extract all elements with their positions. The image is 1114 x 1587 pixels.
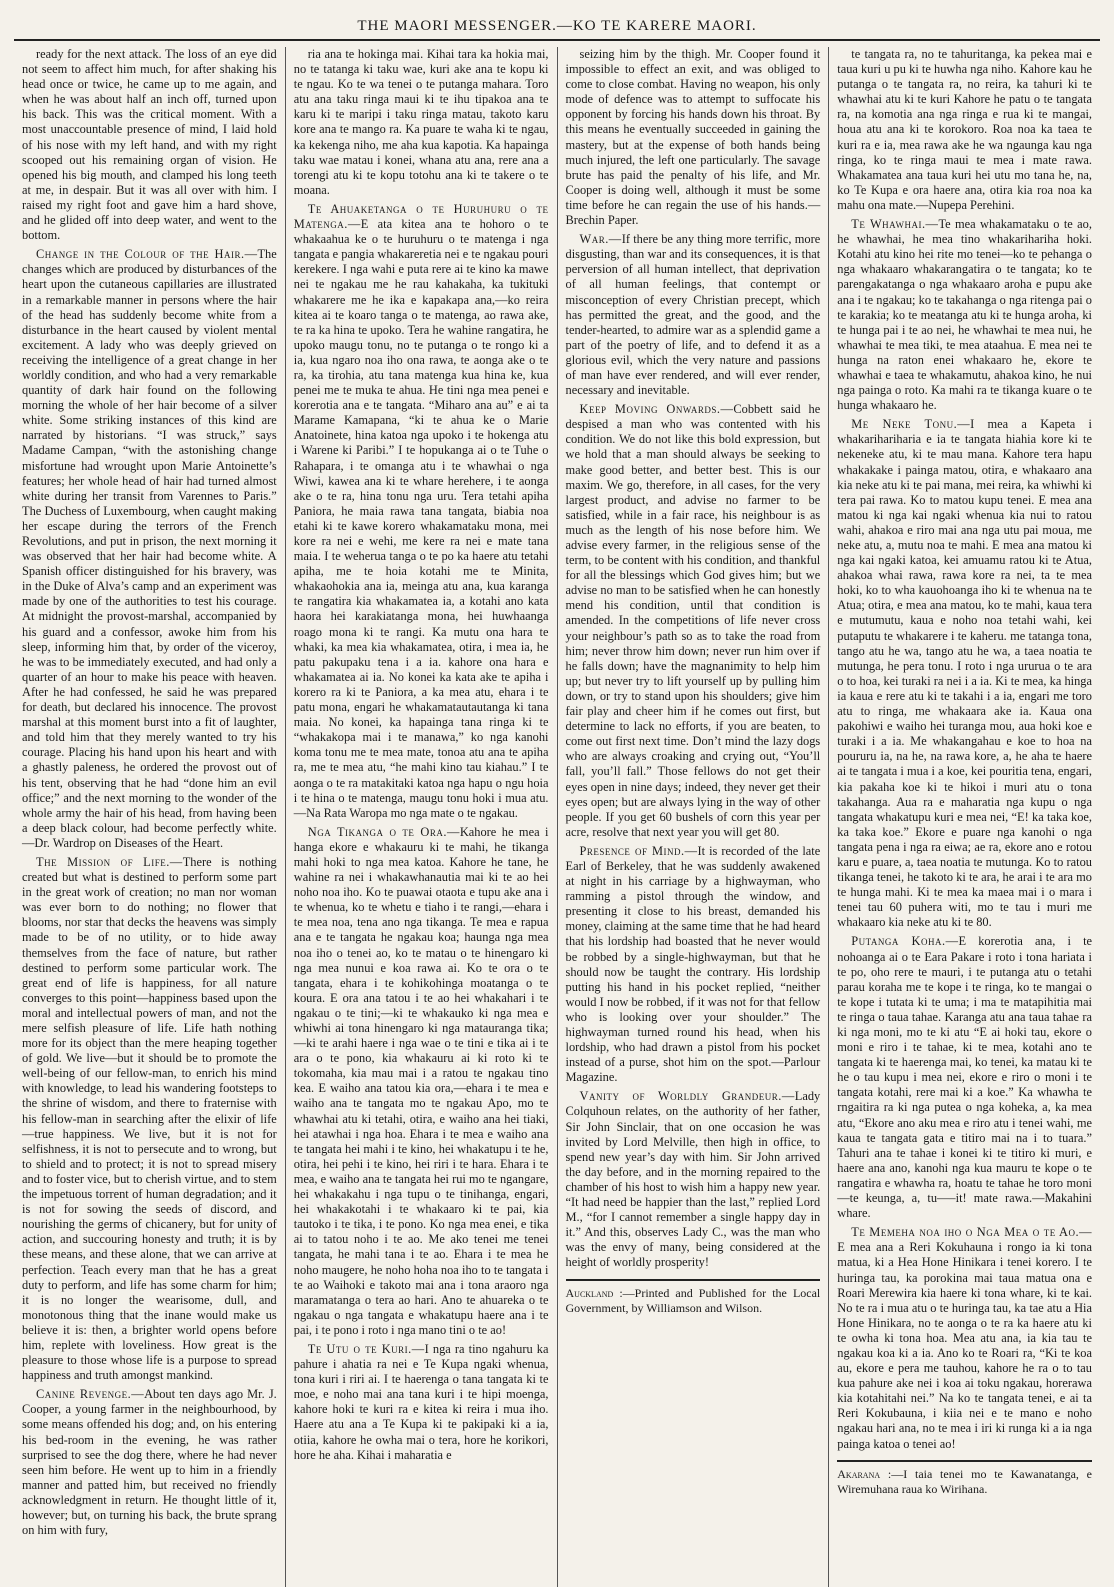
article-text: seizing him by the thigh. Mr. Cooper found it impossible to effect an exit, and was obliged to come to close combat. Having no weapon, his only mode of defence was to attempt to suffocate his opponent by forcing his hands down his throat. By this means he eventually succeeded in gaining the mastery, but at the expense of both hands being much injured, the left one particularly. The savage brute has paid the penalty of his life, and Mr. Cooper is doing well, although it must be some time before he can regain the use of his hands.—Brechin Paper.	[565, 47, 821, 228]
article-text: Kahore he mea i hanga ekore e whakauru ki te mahi, he tikanga mahi hoki to nga mea katoa. Kahore he tane, he wahine ra nei i whakawhanautia mai ki te ao hei noho noa iho. Ko te puawai otaota e tupu ake ana i te whenua, ko te whetu e tiaho i te rangi,—ehara i te mea noa, tena ano nga tikanga. Te mea e rapua ana e te tangata he ngakau koa; haunga nga mea noa iho o tenei ao, ko te matau o te hinengaro ki nga mea nunui e koa rawa ai. Ko te ora o te tangata, ehara i te kohikohinga moatanga o te koura. E ora ana tatou i te ao hei whakahari i te ngakau o te tini;—ki te whakauko ki nga mea e whiwhi ai tona hinengaro ki nga matauranga tika;—ki te arahi haere i nga wae o te tini e tika ai i te ara o te pono, kia whakauru ai ki roto ki te tokomaha, kia mau mai i a ratou te ngakau tino kea. E waiho ana tatou kia ora,—ehara i te mea e waiho ana te tangata mo te ngakau Apo, mo te whawhai atu ki tetahi, otira, e waiho ana hei tiaki, hei atawhai i nga hoa. Ehara i te mea e waiho ana te tangata hei mahi i te kino, hei whakatupu i te he, otira, hei pehi i te kino, hei riri i te hara. Ehara i te mea, e waiho ana te tangata hei rui mo te ngangare, hei whakakahu i nga tupu o te tinihanga, engari, hei whakakotahi i te whakaaro ki te pai, kia tautoko i te tika, i te pono. Ko nga mea enei, e tika ai to tatou noho i te ao. Me ako tenei me tenei tangata, he mahi tana i te ao. Ehara i te mea he noho maugere, he noho hoha noa iho to te tangata i te ao Waihoki e takoto mai ana i tona araoro nga maramatanga o tera ao hari. Ano te ahuareka o te ngakau o nga tangata e whakatupu haere ana i te pai, i te pono i roto i nga mano tini o te ao!	[293, 824, 549, 1337]
footer-text: —Printed and Published for the Local Government, by Williamson and Wilson.	[565, 1285, 821, 1315]
article-heading: Te Memeha noa iho o Nga Mea o te Ao.—	[851, 1225, 1092, 1240]
article-heading: Vanity of Worldly Grandeur.—	[579, 1089, 795, 1104]
article-text: There is nothing created but what is destined to perform some part in the great work of creation; no man nor woman was ever born to do nothing; no flower that blooms, nor star that decks the heavens was simply made to be of no utility, or to hide away themselves from the face of nature, but rather destined to perform some particular work. The great end of life is happiness, for all nature converges to this point—happiness based upon the moral and intellectual powers of man, and not the mere selfish pleasure of life. Life hath nothing more for its object than the mere heaping together of gold. We live—but it should be to promote the well-being of our fellow-man, to enrich his mind with knowledge, to lead his wandering footsteps to the shrine of wisdom, and there to fraternise with his fellow-man in searching after the elixir of life—true happiness. We live, but it is not for selfishness, it is not to persecute and to wrong, but to shield and to protect; it is not to spread misery and to foster vice, but to cherish virtue, and to stem the impetuous torrent of human degradation; and it is not for sowing the seeds of discord, and nourishing the germs of chicanery, but for unity of action, and succouring honesty and truth; it is by these means, and these alone, that we can arrive at perfection. Teach every man that he has a great duty to perform, and life has some charm for him; it is no longer the wearisome, dull, and monotonous thing that the inane would make us believe it is: then, a brighter world opens before him, replete with loveliness. How great is the pleasure to those whose life is a purpose to spread happiness and truth amongst mankind.	[22, 854, 277, 1383]
article-heading: Presence of Mind.—	[579, 843, 698, 858]
article-text: te tangata ra, no te tahuritanga, ka pekea mai e taua kuri u pu ki te huwha nga niho. Kahore kau he putanga o te tangata ra, no reira, ka tahuri ki te whawhai atu ki te kuri Kahore he patu o te tangata ra, na komotia ana nga ringa e rua ki te mangai, houa atu ana ki te korokoro. Roa noa ka taea te kuri ra e ia, mea rawa ake he wa ngaunga kau nga ringa, ko te ringa maui te mea i mate rawa. Whakamatea ana taua kuri hei utu mo tana he, na, ko Te Kupa e ora haere ana, otira kia roa noa ka mahu ona mate.—Nupepa Perehini.	[837, 47, 1092, 212]
article-paragraph	[566, 1089, 821, 1270]
article-heading: Canine Revenge.—	[36, 1387, 145, 1402]
article-paragraph	[294, 47, 549, 198]
article-paragraph	[294, 825, 549, 1338]
article-text: I mea a Kapeta i whakarihariharia e ia te tangata hiahia kore ki te nekeneke atu, ki te mau mana. Kahore tera hapu whakakake i painga matou, otira, e whakaaro ana kia neke atu ki te pai mana, mei reira, ka whiwhi ki tera pai rawa. Ko to matou kupu tenei. E mea ana matou ki nga kai ngaki whenua kia nui to ratou wahi, ahakoa e riro mai ana nga utu pai moua, me neke atu, a, mutu noa te mahi. E mea ana matou ki nga kai ngaki katoa, kei amuamu ratou ki te Atua, ahakoa whai rawa, rawa kore ra nei, ta te mea hoki, ko to wha kauohoanga iho ki te whenua na te Atua; otira, e mea ana matou, ko te mahi, kaua tera e mutumutu, kaua e noho noa tetahi wahi, kei putaputu te whakarere i te kaheru. me tatanga tona, tango atu he wa, tango atu he wa, a taea noatia te mutunga, he pera tonu. I roto i nga ururua o te ara o to hoa, kei turaki ra nei i a ia. Ki te mea, ka hinga ia kaua e rere atu ki te takahi i a ia, engari me toro atu to ringa, me whakaara ake ia. Kaua ona pakohiwi e waiho hei turanga mou, aua hoki koe e turaki i a ia. Me whakangahau e koe to hoa na poururu ia, na he, na rawa kore, a, he aha te haere ai te tangata i mua i a koe, kei pouritia tena, engari, kia pakaha koe ki te hikoi i muri atu o tona takahanga. Aua ra e maharatia nga kupu o nga tangata whakatupu kuri e mea nei, “E! ka taka koe, ka taka koe.” Ekore e puare nga kanohi o nga tangata pena i nga ra eiwa; ae ra, ekore ano e rotou karu e puare, a, taea noatia te mutunga. Ko to ratou tikanga tenei, he takoto ki te ara, he arai i te ara mo te hunga mahi. Ki te mea ka maea mai i o mara i tenei tau 60 puhera witi, mo te tau i muri me whakaaro kia neke atu ki te 80.	[837, 417, 1092, 930]
article-heading: Te Ahuaketanga o te Huruhuru o te Matenga.—	[293, 201, 549, 232]
article-paragraph	[22, 47, 277, 243]
article-heading: Nga Tikanga o te Ora.—	[307, 824, 460, 839]
article-text: Lady Colquhoun relates, on the authority of her father, Sir John Sinclair, that on one occasion he was invited by Lord Melville, then high in office, to spend new year’s day with him. Sir John arrived the day before, and in the morning repaired to the chamber of his host to wish him a happy new year. “It had need be happier than the last,” replied Lord M., “for I cannot remember a single happy day in it.” And this, observes Lady C., was the man who was the envy of many, being considered at the height of worldly prosperity!	[565, 1089, 821, 1270]
article-text: If there be any thing more terrific, more disgusting, than war and its consequences, it is that perversion of all human intellect, that deprivation of all human feelings, that contempt or misconception of every Christian precept, which has permitted the great, and the good, and the tender-hearted, to admire war as a splendid game a part of the poetry of life, and to defend it as a glorious evil, which the very nature and passions of man have ever rendered, and will ever render, necessary and inevitable.	[565, 232, 821, 398]
column-2	[286, 47, 558, 1587]
article-heading: Keep Moving Onwards.—	[579, 402, 734, 417]
column-1	[14, 47, 286, 1587]
article-paragraph	[837, 47, 1092, 213]
article-text: I nga ra tino ngahuru ka pahure i ahatia ra nei e Te Kupa ngaki whenua, tona kuri i riri ai. I te haerenga o tana tangata ki te moe, e noho mai ana tana kuri i te hipi moenga, kahore hoki te kuri ra e kitea ki reira i mua iho. Haere atu ana a Te Kupa ki te pakipaki ki a ia, otiia, kahore he owha mai o tera, hore he korikori, hore he aha. Kihai i maharatia e	[293, 1341, 549, 1462]
article-paragraph	[294, 202, 549, 821]
article-paragraph	[294, 1342, 549, 1463]
footer-label: Auckland :	[565, 1285, 623, 1300]
article-text: Cobbett said he despised a man who was contented with his condition. We do not like this bold expression, but we hold that a man should always be seeking to make good better, and better best. This is our maxim. We go, therefore, in all cases, for the very largest product, and advise no farmer to be satisfied, while in a fair race, his neighbour is as much as the length of his nose before him. We advise every farmer, in the religious sense of the term, to be content with his condition, and thankful for all the blessings which God gives him; but we advise no man to be satisfied when he can honestly mend his condition, until that condition is amended. In the competitions of life never cross your neighbour’s path so as to take the road from him; never throw him down; never run him over if he falls down; have the magnanimity to help him up; but never try to lift yourself up by pulling him down, or try to stand upon his shoulders; give him fair play and cheer him if he comes out first, but determine to lack no efforts, if you are beaten, to come out first next time. Don’t mind the lazy dogs who are always croaking and crying out, “You’ll fall, you’ll fall.” Those fellows do not get their eyes open in nine days; indeed, they never get their eyes open; but are always lying in the way of other people. If you get 60 bushels of corn this year per acre, resolve that next year you will get 80.	[565, 402, 821, 839]
article-heading: Te Whawhai.—	[851, 217, 939, 232]
article-text: E korerotia ana, i te nohoanga ai o te Eara Pakare i roto i tona hariata i te po, oho rere te mauri, i te putanga atu o tetahi parau koraha me te kope i te ringa, ko te mangai o te kope i tutata ki te uma; i ma te matapihitia mai te ringa o taua tahae. Karanga atu ana taua tahae ra ki nga moni, mo te ki atu “E ai hoki tau, ekore o moni e riro i te tahae, ki te mea, kotahi ano te tangata ki te haerenga mai, ko tenei, ka matau ki te he o tau kupu i mea nei, ekore e riro o moni i te tangata kotahi, rere mai ki a koe.” Ka whawha te rngaitira ra ki nga putea o nga koheka, a, ka mea atu, “Ekore ano aku mea e riro atu i tenei wahi, me kaua te tangata gata e titiro mai na i to tuara.” Tahuri ana te tahae i konei ki te titiro ki muri, e haere ana ano, kanohi nga kua mauru te kope o te rangatira e whawha ra, hoatu te tahae he toro moni—te keunga, a, tu—–it! mate rawa.—Makahini whare.	[837, 934, 1093, 1221]
footer-imprint-maori	[837, 1460, 1092, 1497]
article-text: ready for the next attack. The loss of an eye did not seem to affect him much, for after shaking his head once or twice, he came up to me again, and when he was about half an inch off, turned upon his back. This was the critical moment. With a most unaccountable presence of mind, I laid hold of his nose with my left hand, and with my right scooped out his remaining organ of vision. He opened his big mouth, and clamped his long teeth at me, in despair. But it was all over with him. I raised my right foot and gave him a hard shove, and he glided off into deep water, and went to the bottom.	[22, 47, 277, 243]
article-heading: Change in the Colour of the Hair.—	[36, 247, 258, 262]
footer-imprint-english	[566, 1279, 821, 1316]
article-heading: Te Utu o te Kuri.—	[307, 1341, 425, 1356]
article-paragraph	[837, 934, 1092, 1221]
article-heading: The Mission of Life.—	[36, 854, 183, 869]
article-heading: Me Neke Tonu.—	[851, 417, 971, 432]
article-paragraph	[837, 217, 1092, 413]
article-text: ria ana te hokinga mai. Kihai tara ka hokia mai, no te tatanga ki taku wae, kuri ake ana te kopu ki te ngau. Ko te wa tenei o te putanga mahara. Toro atu ana taku ringa maui ki te ihu tipakoa ana te karu ki te maripi i taku ringa matau, takoto karu kore ana te mango ra. Ka puare te waha ki te ngau, ka kekenga niho, me aha kua kapotia. Ka hapainga taku wae matau i konei, whana atu ana, rere ana a torengi atu ki te kopu totohu ana ki te takere o te moana.	[293, 47, 549, 197]
column-3	[558, 47, 830, 1587]
article-paragraph	[566, 232, 821, 398]
masthead: THE MAORI MESSENGER.—KO TE KARERE MAORI.	[14, 18, 1100, 41]
article-text: It is recorded of the late Earl of Berkeley, that he was suddenly awakened at night in his carriage by a highwayman, who ramming a pistol through the window, and presenting it close to his breast, demanded his money, claiming at the same time that he had heard that his lordship had boasted that he never would be robbed by a single-highwayman, but that he should now be taught the contrary. His lordship putting his hand in his pocket replied, “neither would I now be robbed, if it was not for that fellow who is looking over your shoulder.” The highwayman turned round his head, when his lordship, who had drawn a pistol from his pocket instead of a purse, shot him on the spot.—Parlour Magazine.	[565, 843, 821, 1085]
article-paragraph	[566, 47, 821, 228]
article-paragraph	[837, 417, 1092, 930]
article-paragraph	[22, 855, 277, 1383]
article-text: E ata kitea ana te hohoro o te whakaahua ke o te huruhuru o te matenga i nga tangata e pangia whakareretia nei e te ngakau pouri kerekere. I nga wahi e puta rere ai te kino ka mawe nei te ngakau me he rau kahakaha, ka tukituki whakarere me he ika e kapakapa ana,—ko reira kitea ai te koaro tanga o te matenga, ao rawa ake, te ra ka hina te upoko. Tera he wahine rangatira, he upoko maugu tonu, no te putanga o te rongo ki a ia, kua ngaro noa iho ona rawa, te aonga ake o te ra, ka tirohia, atu tana matenga kua hina ke, kua penei me te muka te ahua. He tini nga mea penei e korerotia ana e te tangata. “Miharo ana au” e ai ta Marame Kamapana, “ki te ahua ke o Marie Anatoinete, hina katoa nga upoko i te hokenga atu i Warene ki Paribi.” I te hopukanga ai o te Tuhe o Rahapara, i te omanga atu i te whawhai o nga Wiwi, kawea ana ki te whare herehere, i te aonga ake o te ra, hina tonu nga uru. Tera tetahi apiha Paniora, he maia rawa tana tangata, biabia noa etahi ki te kawe korero whakamataku mona, mei kore ra nei e wehi, me kere ra nei e mate tana maia. I te weherua tanga o te po ka haere atu tetahi apiha, me te hoia kotahi me te Minita, whakaohokia ana ia, meinga atu ana, kua karanga te rangatira kia whakamatea ia, a kotahi ano kata haora hei karakiatanga mona, hei huwhaanga roago mona ki te rangi. Ka mutu ona hara te whaki, ka mea kia whakamatea, otira, i mea ia, he patu pakupaku tena i a ia. kahore ona hara e whakamatea ai ia. No konei ka kata ake te apiha i korero ra ki te Paniora, a ka mea atu, ehara i te patu mona, engari he whakamatautautanga ki tana maia. No konei, ka hapainga tana ringa ki te “whakakopa mai i te manawa,” ko nga kanohi koma tonu me te mea mate, tonoa atu ana te apiha ra, me te mea atu, “he mahi kino tau kiahau.” I te aonga o te ra matakitaki katoa nga hapu o ngu hoia i te hina o te matenga, maugu tonu hoki i mua atu.—Na Rata Waropa mo nga mate o te ngakau.	[293, 217, 549, 820]
footer-label: Akarana :	[837, 1466, 892, 1481]
article-paragraph	[837, 1225, 1092, 1451]
article-paragraph	[22, 1387, 277, 1538]
article-text: The changes which are produced by disturbances of the heart upon the cutaneous capillaries are illustrated in a remarkable manner in persons where the hair of the head has suddenly become white from a disturbance in the heart caused by violent mental excitement. A lady who was deeply grieved on receiving the intelligence of a great change in her worldly condition, and who had a very remarkable quantity of dark hair found on the following morning the whole of her hair become of a silver white. Some striking instances of this kind are narrated by historians. “I was struck,” says Madame Campan, “with the astonishing change misfortune had wrought upon Marie Antoinette’s features; her whole head of hair had turned almost white during her transit from Varennes to Paris.” The Duchess of Luxembourg, when caught making her escape during the terrors of the French Revolutions, and put in prison, the next morning it was observed that her hair had become white. A Spanish officer distinguished for his bravery, was in the Duke of Alva’s camp and an experiment was made by one of the authorities to test his courage. At midnight the provost-marshal, accompanied by his guard and a confessor, awoke him from his sleep, informing him that, by order of the viceroy, he was to be immediately executed, and had only a quarter of an hour to make his peace with heaven. After he had confessed, he said he was prepared for death, but declared his innocence. The provost marshal at this moment burst into a fit of laughter, and told him that they merely wanted to try his courage. Placing his hand upon his heart and with a ghastly paleness, he ordered the provost out of his tent, observing that he had “done him an evil office;” and the next morning to the wonder of the whole army the hair of his head, from having been a deep black colour, had become perfectly white.—Dr. Wardrop on Diseases of the Heart.	[22, 247, 277, 850]
footer-text: —I taia tenei mo te Kawanatanga, e Wiremuhana raua ko Wirihana.	[837, 1466, 1092, 1496]
article-paragraph	[566, 402, 821, 840]
article-heading: War.—	[579, 232, 622, 247]
article-text: About ten days ago Mr. J. Cooper, a young farmer in the neighbourhood, by some means offended his dog; and, on his entering his bed-room in the evening, he was rather surprised to see the dog there, where he had never seen him before. He went up to him in a friendly manner and patted him, but received no friendly acknowledgment in return. He thought little of it, however; but, on turning his back, the brute sprang on him with fury,	[22, 1387, 277, 1538]
column-4	[829, 47, 1100, 1587]
article-paragraph	[22, 247, 277, 851]
article-heading: Putanga Koha.—	[851, 934, 959, 949]
column-container	[14, 47, 1100, 1587]
article-paragraph	[566, 844, 821, 1086]
article-text: E mea ana a Reri Kokuhauna i rongo ia ki tona matua, ki a Hea Hone Hinikara i tenei korero. I te huringa tau, ka porokina mai taua matua ona e Roari Merewira kia haere ki tona whare, ki te kai. No te ra i mua atu o te huringa tau, ka tae atu a Hia Hone Hinikara, no te aonga o te ra ka haere atu ki te owha ki tona hoa. Mea atu ana, ia kia tau te ngakau koa ki a ia. Ano ko te Roari ra, “Ki te koa au, ekore e pera me tauhou, kahore he ra o to tau kua pahure ake nei i koa ai toku ngakau, horerawa kia kotahitahi nei.” Na ko te tangata tenei, e ai ta Reri Kokubauna, i kiia nei e te mano e noho ngakau hari ana, no te mea i iri ki runga ki a ia nga painga katoa o tenei ao!	[837, 1240, 1092, 1451]
article-text: Te mea whakamataku o te ao, he whawhai, he mea tino whakarihariha hoki. Kotahi atu kino hei rite mo tenei—ko te pehanga o nga whakaaro whakarangatira o te tangata; ko te parengakatanga o nga whakaaro aroha e pupu ake ana i te ngakau; ko te takahanga o nga ritenga pai o te karakia; ko te meatanga atu ki te hunga aroha, ki te hunga pai i te ao nei, he whawhai te mea nui, he whawhai te mea tiki, te mea ataahua. E mea nei te hunga na raton enei whakaaro he, ekore te whawhai e taea te whakamutu, ahakoa kino, he nui nga painga o roto. Ka mahi ra te tikanga kuare o te hunga whakaaro he.	[837, 217, 1092, 413]
